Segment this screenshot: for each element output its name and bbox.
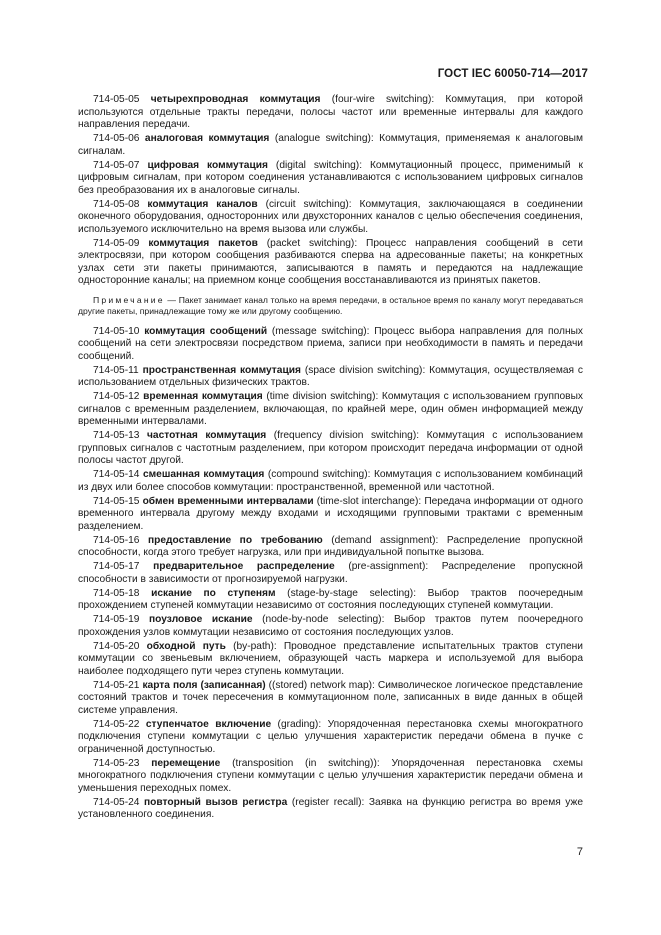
term-definition: (register recall): Заявка на функцию регистра во время уже установленного соединения. — [78, 796, 583, 821]
term-number: 714-05-05 — [93, 94, 140, 105]
term-number: 714-05-22 — [93, 718, 140, 730]
term-title: предварительное распределение — [153, 561, 335, 573]
term-number: 714-05-16 — [93, 534, 140, 546]
term-title: искание по ступеням — [151, 587, 276, 599]
term-definition: (message switching): Процесс выбора направления для полных сообщений на сети электросвязи посредством приема, записи при необходимости в память и передачи сообщений. — [78, 325, 583, 362]
note-text: — Пакет занимает канал только на время передачи, в остальное время по каналу могут передаваться другие пакеты, принадлежащие тому же или другому сообщению. — [78, 294, 583, 316]
term-definition: (by-path): Проводное представление испытательных трактов ступени коммутации со звеньевым включением, образующей часть маркера и используемой для выбора наиболее подходящего пути через ступень коммутации. — [78, 640, 583, 677]
note-paragraph — [78, 295, 583, 317]
page-number: 7 — [576, 846, 583, 858]
term-number: 714-05-08 — [93, 198, 140, 210]
term-definition: (time-slot interchange): Передача информации от одного временного интервала другому между входами и исходящими групповыми трактами с временным разделением. — [78, 495, 583, 532]
term-title: коммутация каналов — [147, 198, 258, 210]
term-title: поузловое искание — [149, 614, 253, 626]
term-title: перемещение — [151, 757, 221, 769]
term-number: 714-05-24 — [93, 796, 140, 808]
term-entry — [78, 535, 583, 560]
term-title: коммутация пакетов — [148, 237, 258, 249]
term-entry — [78, 94, 583, 132]
term-number: 714-05-17 — [93, 561, 140, 573]
term-entry — [78, 199, 583, 237]
term-number: 714-05-09 — [93, 237, 140, 249]
term-title: частотная коммутация — [146, 430, 267, 442]
term-number: 714-05-14 — [93, 469, 140, 481]
term-number: 714-05-12 — [93, 391, 140, 403]
term-number: 714-05-15 — [93, 495, 140, 507]
term-entry — [78, 680, 583, 718]
term-entry — [78, 641, 583, 679]
term-title: обходной путь — [146, 640, 226, 652]
term-entry — [78, 588, 583, 613]
term-title: карта поля (записанная) — [142, 679, 266, 691]
term-definition: (grading): Упорядоченная перестановка схемы многократного подключения ступени коммутации с целью улучшения характеристик передачи обмена в пучке с ограниченной доступностью. — [78, 718, 583, 755]
term-title: пространственная коммутация — [142, 364, 301, 376]
term-definition: (stage-by-stage selecting): Выбор трактов поочередным прохождением ступеней коммутации независимо от состояния последующих ступеней коммутации. — [78, 587, 583, 612]
term-number: 714-05-23 — [93, 757, 140, 769]
term-definition: (compound switching): Коммутация с использованием комбинаций из двух или более способов коммутации: пространственной, временной или частотной. — [78, 469, 583, 493]
term-definition: (node-by-node selecting): Выбор трактов путем поочередного прохождения узлов коммутации независимо от состояния последующих узлов. — [78, 614, 583, 638]
term-definition: (digital switching): Коммутационный процесс, применимый к цифровым сигналам, при котором соединения устанавливаются с использованием цифровых сигналов без преобразования их в аналоговые сигналы. — [78, 159, 583, 196]
term-definition: (frequency division switching): Коммутация с использованием групповых сигналов с частотным разделением, при котором происходит передача информации от одной полосы частот другой. — [78, 430, 583, 467]
term-entry — [78, 326, 583, 364]
term-definition: (pre-assignment): Распределение пропускной способности в зависимости от прогнозируемой нагрузки. — [78, 561, 583, 585]
term-entry — [78, 365, 583, 390]
term-number: 714-05-18 — [93, 587, 140, 599]
term-definition: (time division switching): Коммутация с использованием групповых сигналов с временным разделением, включающая, по крайней мере, один обмен информацией между временными интервалами. — [78, 391, 583, 428]
term-definition: (circuit switching): Коммутация, заключающаяся в соединении оконечного оборудования, односторонних или двухсторонних каналов с целью обеспечения соединения, используемого исключительно на время вызова или службы. — [78, 198, 583, 235]
term-definition: (space division switching): Коммутация, осуществляемая с использованием отдельных физических трактов. — [78, 364, 583, 389]
entries-group-b — [78, 326, 583, 822]
term-title: коммутация сообщений — [144, 325, 268, 337]
note-label: Примечание — [93, 294, 165, 305]
term-title: повторный вызов регистра — [144, 796, 288, 808]
document-body — [78, 94, 583, 823]
term-definition: (transposition (in switching)): Упорядоченная перестановка схемы многократного подключения ступени коммутации с целью улучшения характеристик передачи обмена и уменьшения переходных помех. — [78, 757, 583, 794]
term-number: 714-05-07 — [93, 159, 140, 171]
term-number: 714-05-21 — [93, 679, 140, 691]
term-title: четырехпроводная коммутация — [150, 94, 321, 105]
term-definition: (demand assignment): Распределение пропускной способности, когда этого требует нагрузка, или при индивидуальной попытке вызова. — [78, 534, 583, 559]
term-title: ступенчатое включение — [145, 718, 272, 730]
term-definition: (four-wire switching): Коммутация, при которой используются отдельные тракты передачи, полосы частот или временные интервалы для каждого направления передачи. — [78, 94, 583, 131]
term-number: 714-05-19 — [93, 614, 140, 626]
term-entry — [78, 238, 583, 288]
term-number: 714-05-20 — [93, 640, 140, 652]
term-number: 714-05-11 — [93, 364, 139, 376]
term-title: обмен временными интервалами — [142, 495, 314, 507]
term-entry — [78, 797, 583, 822]
term-number: 714-05-06 — [93, 133, 140, 145]
term-definition: (packet switching): Процесс направления сообщений в сети электросвязи, при котором сообщения разбиваются сперва на адресованные пакеты; на конкретных узлах сети эти пакеты принимаются, записываются в память и передаются на надлежащие односторонние каналы; на приемном конце сообщения восстанавливаются из принятых пакетов. — [78, 237, 583, 287]
term-entry — [78, 758, 583, 796]
term-entry — [78, 430, 583, 468]
term-number: 714-05-10 — [93, 325, 140, 337]
term-definition: ((stored) network map): Символическое логическое представление состояний трактов и точек пересечения в коммутационном поле, записанных в виде данных в общей системе управления. — [78, 679, 583, 716]
document-header: ГОСТ IEC 60050-714—2017 — [437, 68, 588, 80]
term-entry — [78, 614, 583, 639]
term-entry — [78, 469, 583, 494]
term-title: предоставление по требованию — [148, 534, 323, 546]
term-title: цифровая коммутация — [147, 159, 268, 171]
term-definition: (analogue switching): Коммутация, применяемая к аналоговым сигналам. — [78, 133, 583, 157]
term-entry — [78, 133, 583, 158]
term-title: аналоговая коммутация — [144, 133, 270, 145]
term-number: 714-05-13 — [93, 430, 140, 442]
term-title: временная коммутация — [143, 391, 263, 403]
term-entry — [78, 391, 583, 429]
term-entry — [78, 496, 583, 534]
entries-group-a — [78, 94, 583, 288]
term-entry — [78, 160, 583, 198]
term-entry — [78, 719, 583, 757]
term-title: смешанная коммутация — [142, 469, 265, 481]
term-entry — [78, 561, 583, 586]
